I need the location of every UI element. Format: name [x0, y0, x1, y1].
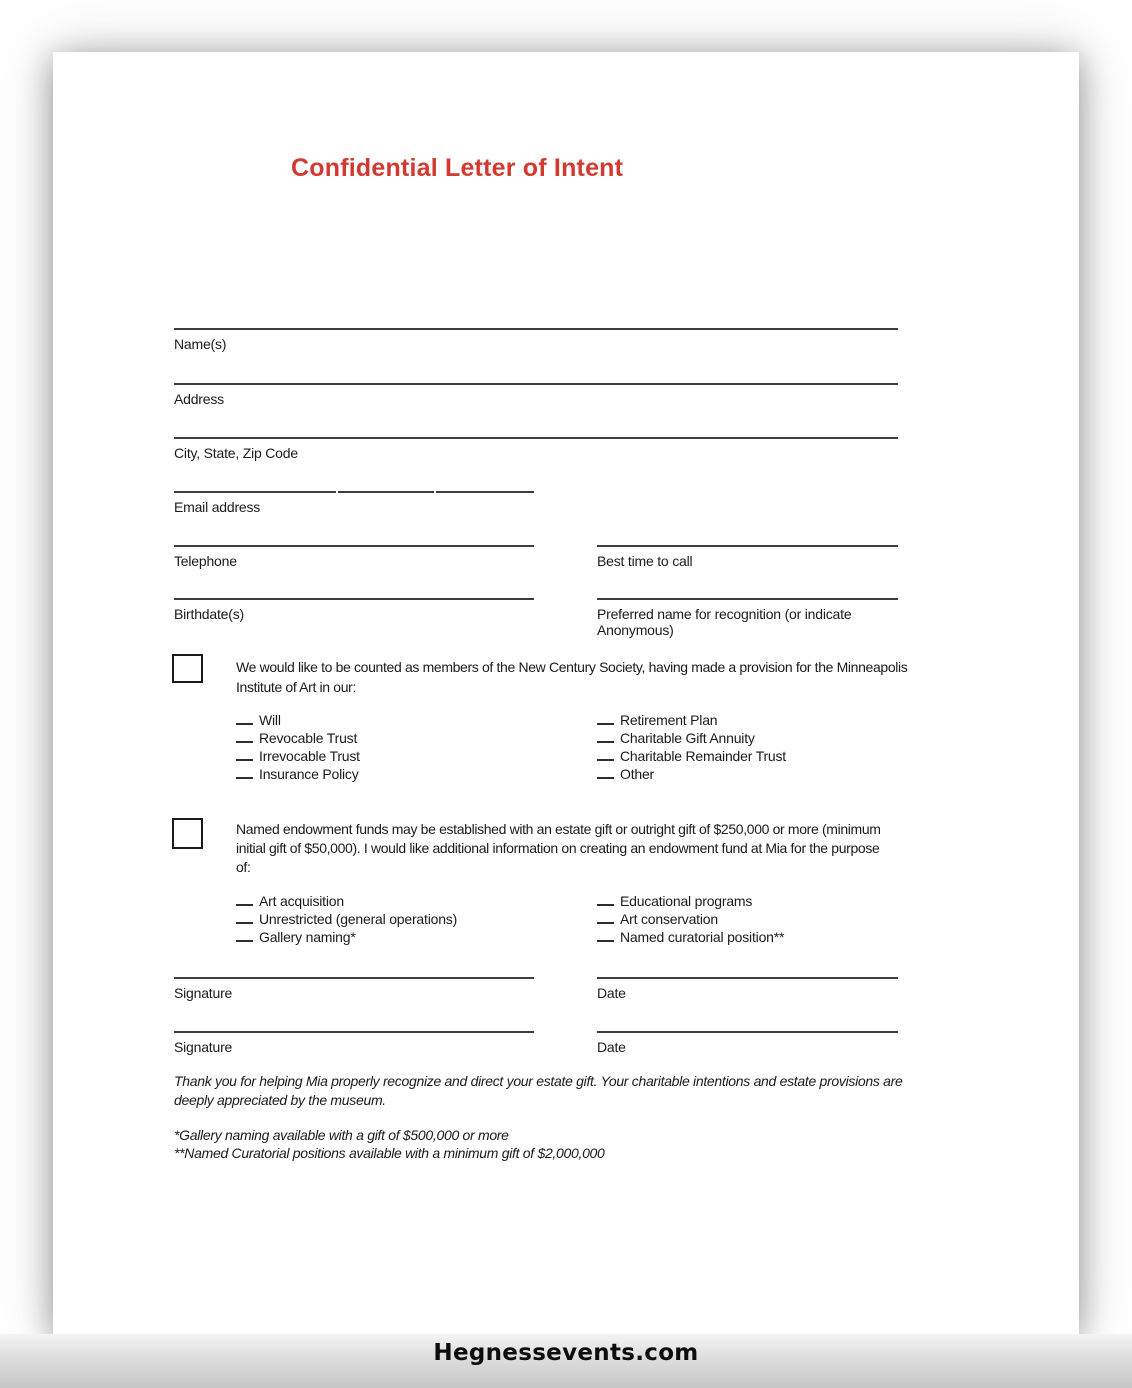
- option-revocable-trust-label: Revocable Trust: [259, 730, 358, 746]
- date-2-field: [597, 1031, 898, 1055]
- option-blank[interactable]: [597, 768, 614, 779]
- telephone-fill-line[interactable]: [174, 545, 534, 547]
- telephone-field: [174, 545, 534, 569]
- date-2-label: Date: [597, 1039, 626, 1055]
- option-blank[interactable]: [236, 714, 253, 725]
- option-irrevocable-trust-label: Irrevocable Trust: [259, 748, 360, 764]
- endowment-checkbox[interactable]: [172, 818, 203, 849]
- option-will[interactable]: [236, 711, 360, 729]
- endowment-statement-line-3: of:: [236, 859, 251, 875]
- endowment-options-right: [597, 892, 784, 946]
- option-blank[interactable]: [236, 768, 253, 779]
- footnotes: [174, 1126, 605, 1162]
- name-label: Name(s): [174, 336, 227, 352]
- option-blank[interactable]: [236, 732, 253, 743]
- option-irrevocable-trust[interactable]: [236, 747, 360, 765]
- option-blank[interactable]: [236, 913, 253, 924]
- name-fill-line[interactable]: [174, 328, 898, 330]
- signature-2-fill-line[interactable]: [174, 1031, 534, 1033]
- option-gallery-naming[interactable]: [236, 928, 457, 946]
- option-blank[interactable]: [597, 732, 614, 743]
- option-blank[interactable]: [236, 931, 253, 942]
- option-named-curatorial-position[interactable]: [597, 928, 784, 946]
- best-time-field: [597, 545, 898, 569]
- signature-1-field: [174, 977, 534, 1001]
- closing-note: [174, 1072, 903, 1110]
- birthdate-label: Birthdate(s): [174, 606, 244, 622]
- endowment-statement-line-1: Named endowment funds may be established with an estate gift or outright gift of $250,000 or more (minimum: [236, 821, 881, 837]
- option-other-label: Other: [620, 766, 655, 782]
- email-label: Email address: [174, 499, 261, 515]
- option-blank[interactable]: [597, 714, 614, 725]
- option-insurance-policy[interactable]: [236, 765, 360, 783]
- signature-1-label: Signature: [174, 985, 233, 1001]
- date-1-label: Date: [597, 985, 626, 1001]
- date-1-fill-line[interactable]: [597, 977, 898, 979]
- document-page: [53, 52, 1079, 1335]
- membership-statement: [236, 657, 907, 697]
- signature-2-label: Signature: [174, 1039, 233, 1055]
- endowment-options-left: [236, 892, 457, 946]
- option-unrestricted[interactable]: [236, 910, 457, 928]
- option-blank[interactable]: [597, 895, 614, 906]
- option-blank[interactable]: [597, 750, 614, 761]
- footnote-gallery-naming: *Gallery naming available with a gift of $500,000 or more: [174, 1127, 509, 1143]
- option-gallery-naming-label: Gallery naming*: [259, 929, 356, 945]
- signature-2-field: [174, 1031, 534, 1055]
- option-other[interactable]: [597, 765, 786, 783]
- membership-statement-line-1: We would like to be counted as members of the New Century Society, having made a provision for the Minneapolis: [236, 659, 908, 675]
- option-will-label: Will: [259, 712, 281, 728]
- option-retirement-plan[interactable]: [597, 711, 786, 729]
- option-charitable-gift-annuity-label: Charitable Gift Annuity: [620, 730, 755, 746]
- watermark-text: Hegnessevents.com: [433, 1340, 699, 1366]
- option-unrestricted-label: Unrestricted (general operations): [259, 911, 458, 927]
- best-time-fill-line[interactable]: [597, 545, 898, 547]
- option-art-conservation-label: Art conservation: [620, 911, 718, 927]
- footnote-curatorial-position: **Named Curatorial positions available with a minimum gift of $2,000,000: [174, 1145, 605, 1161]
- document-title: Confidential Letter of Intent: [291, 154, 624, 182]
- email-field: [174, 491, 534, 515]
- membership-options-right: [597, 711, 786, 783]
- address-fill-line[interactable]: [174, 383, 898, 385]
- city-state-zip-field: [174, 437, 898, 461]
- option-educational-programs[interactable]: [597, 892, 784, 910]
- best-time-label: Best time to call: [597, 553, 693, 569]
- birthdate-field: [174, 598, 534, 622]
- membership-checkbox[interactable]: [172, 654, 203, 683]
- option-art-acquisition[interactable]: [236, 892, 457, 910]
- option-blank[interactable]: [236, 895, 253, 906]
- membership-options-left: [236, 711, 360, 783]
- option-retirement-plan-label: Retirement Plan: [620, 712, 718, 728]
- membership-statement-line-2: Institute of Art in our:: [236, 679, 356, 695]
- city-state-zip-label: City, State, Zip Code: [174, 445, 298, 461]
- address-label: Address: [174, 391, 224, 407]
- option-insurance-policy-label: Insurance Policy: [259, 766, 359, 782]
- option-charitable-remainder-trust-label: Charitable Remainder Trust: [620, 748, 786, 764]
- telephone-label: Telephone: [174, 553, 237, 569]
- footer-band: [0, 1334, 1132, 1388]
- option-blank[interactable]: [236, 750, 253, 761]
- option-art-acquisition-label: Art acquisition: [259, 893, 344, 909]
- endowment-statement-line-2: initial gift of $50,000). I would like additional information on creating an endowment fund at Mia for the purpose: [236, 840, 880, 856]
- option-educational-programs-label: Educational programs: [620, 893, 753, 909]
- closing-note-line-1: Thank you for helping Mia properly recognize and direct your estate gift. Your charitable intentions and estate provisions are: [174, 1073, 903, 1089]
- signature-1-fill-line[interactable]: [174, 977, 534, 979]
- preferred-name-field: [597, 598, 898, 638]
- city-state-zip-fill-line[interactable]: [174, 437, 898, 439]
- date-2-fill-line[interactable]: [597, 1031, 898, 1033]
- email-fill-line[interactable]: [174, 491, 534, 493]
- option-revocable-trust[interactable]: [236, 729, 360, 747]
- endowment-statement: [236, 820, 881, 877]
- option-art-conservation[interactable]: [597, 910, 784, 928]
- birthdate-fill-line[interactable]: [174, 598, 534, 600]
- option-blank[interactable]: [597, 913, 614, 924]
- option-blank[interactable]: [597, 931, 614, 942]
- name-field: [174, 328, 898, 352]
- date-1-field: [597, 977, 898, 1001]
- option-named-curatorial-position-label: Named curatorial position**: [620, 929, 785, 945]
- preferred-name-label: Preferred name for recognition (or indicate Anonymous): [597, 606, 852, 638]
- address-field: [174, 383, 898, 407]
- option-charitable-gift-annuity[interactable]: [597, 729, 786, 747]
- closing-note-line-2: deeply appreciated by the museum.: [174, 1092, 386, 1108]
- preferred-name-fill-line[interactable]: [597, 598, 898, 600]
- option-charitable-remainder-trust[interactable]: [597, 747, 786, 765]
